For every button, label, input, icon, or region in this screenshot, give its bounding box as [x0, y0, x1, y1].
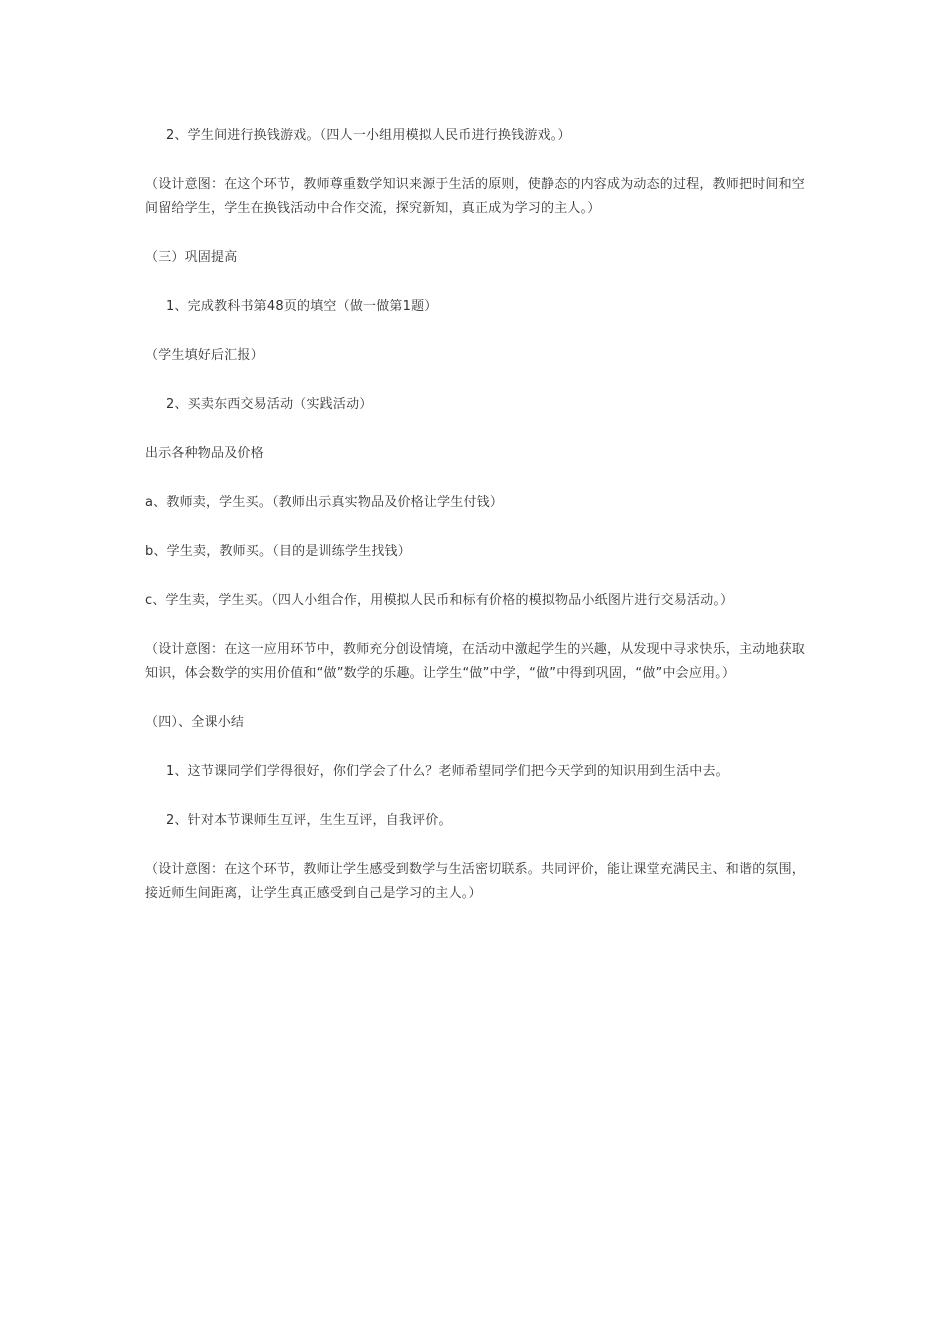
paragraph-design-intent-1: （设计意图：在这个环节，教师尊重数学知识来源于生活的原则，使静态的内容成为动态的过程，教师把时间和空间留给学生，学生在换钱活动中合作交流，探究新知，真正成为学习的主人。）	[145, 177, 806, 216]
document-body	[145, 124, 810, 931]
paragraph-exchange-game: 2、学生间进行换钱游戏。（四人一小组用模拟人民币进行换钱游戏。）	[166, 128, 571, 143]
paragraph-summary-1: 1、这节课同学们学得很好，你们学会了什么？老师希望同学们把今天学到的知识用到生活中去。	[166, 764, 729, 779]
paragraph-trade-activity: 2、买卖东西交易活动（实践活动）	[166, 397, 373, 412]
paragraph-item-c: c、学生卖，学生买。（四人小组合作，用模拟人民币和标有价格的模拟物品小纸图片进行交易活动。）	[145, 593, 734, 608]
paragraph-textbook-exercise: 1、完成教科书第48页的填空（做一做第1题）	[166, 299, 438, 314]
paragraph-summary-2: 2、针对本节课师生互评，生生互评，自我评价。	[166, 813, 452, 828]
paragraph-student-report: （学生填好后汇报）	[145, 348, 264, 363]
section-heading-summary: （四）、全课小结	[145, 715, 245, 730]
paragraph-show-items: 出示各种物品及价格	[145, 446, 264, 461]
paragraph-design-intent-2: （设计意图：在这一应用环节中，教师充分创设情境，在活动中激起学生的兴趣，从发现中寻求快乐，主动地获取知识，体会数学的实用价值和“做”数学的乐趣。让学生“做”中学，“做”中得到巩固，“做”中会应用。）	[145, 642, 806, 681]
section-heading-consolidation: （三）巩固提高	[145, 250, 238, 265]
paragraph-item-a: a、教师卖，学生买。（教师出示真实物品及价格让学生付钱）	[145, 495, 504, 510]
paragraph-design-intent-3: （设计意图：在这个环节，教师让学生感受到数学与生活密切联系。共同评价，能让课堂充满民主、和谐的氛围，接近师生间距离，让学生真正感受到自己是学习的主人。）	[145, 862, 806, 901]
paragraph-item-b: b、学生卖，教师买。（目的是训练学生找钱）	[145, 544, 411, 559]
